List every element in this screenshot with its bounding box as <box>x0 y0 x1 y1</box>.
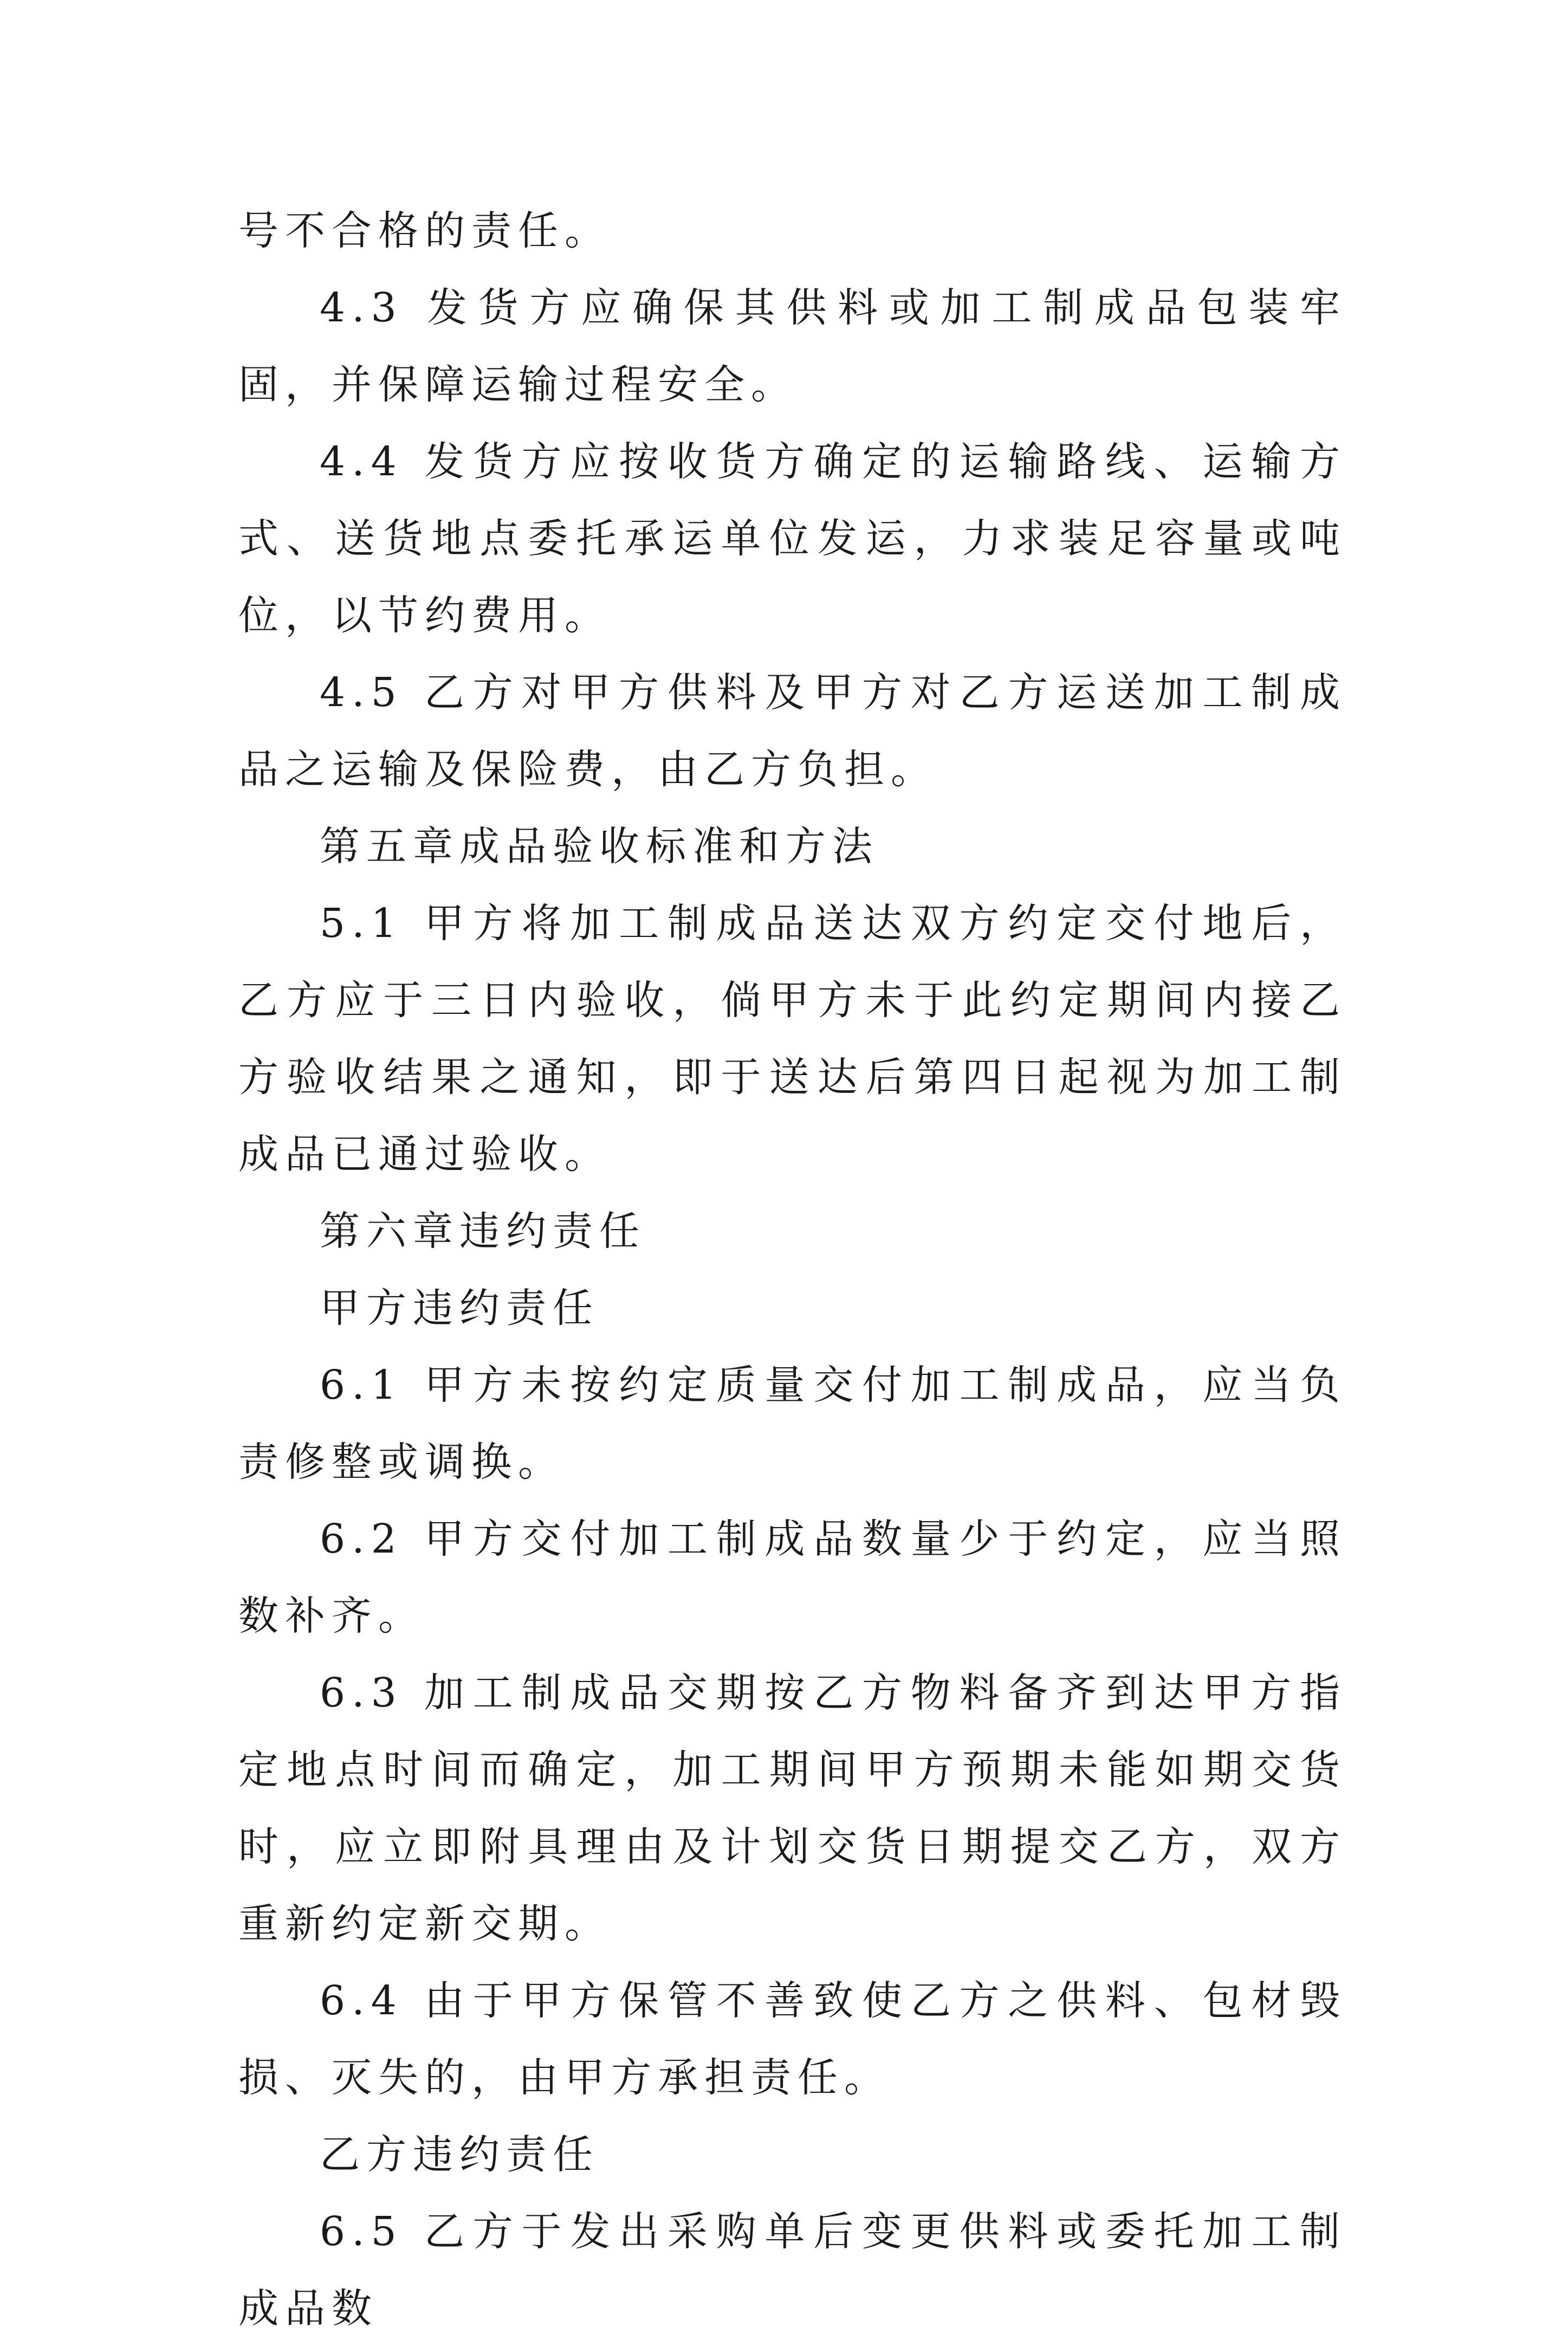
paragraph-4-4: 4.4 发货方应按收货方确定的运输路线、运输方式、送货地点委托承运单位发运，力求装足容量或吨位，以节约费用。 <box>238 438 1346 639</box>
paragraph-6-4: 6.4 由于甲方保管不善致使乙方之供料、包材毁损、灭失的，由甲方承担责任。 <box>238 1977 1346 2101</box>
paragraph-6-1: 6.1 甲方未按约定质量交付加工制成品，应当负责修整或调换。 <box>238 1362 1346 1485</box>
paragraph-6-2: 6.2 甲方交付加工制成品数量少于约定，应当照数补齐。 <box>238 1516 1346 1639</box>
paragraph-6-3: 6.3 加工制成品交期按乙方物料备齐到达甲方指定地点时间而确定，加工期间甲方预期未能如期交货时，应立即附具理由及计划交货日期提交乙方，双方重新约定新交期。 <box>238 1670 1346 1947</box>
party-a-liability-heading: 甲方违约责任 <box>320 1285 599 1331</box>
document-body <box>238 192 1346 2347</box>
chapter-6-heading: 第六章违约责任 <box>320 1208 646 1255</box>
paragraph-4-3: 4.3 发货方应确保其供料或加工制成品包装牢固，并保障运输过程安全。 <box>238 285 1346 408</box>
paragraph-continued: 号不合格的责任。 <box>238 208 611 254</box>
party-b-liability-heading: 乙方违约责任 <box>320 2131 599 2178</box>
paragraph-6-5: 6.5 乙方于发出采购单后变更供料或委托加工制成品数 <box>238 2208 1346 2332</box>
paragraph-5-1: 5.1 甲方将加工制成品送达双方约定交付地后，乙方应于三日内验收，倘甲方未于此约定期间内接乙方验收结果之通知，即于送达后第四日起视为加工制成品已通过验收。 <box>238 900 1346 1178</box>
chapter-5-heading: 第五章成品验收标准和方法 <box>320 823 879 870</box>
paragraph-4-5: 4.5 乙方对甲方供料及甲方对乙方运送加工制成品之运输及保险费，由乙方负担。 <box>238 669 1346 793</box>
